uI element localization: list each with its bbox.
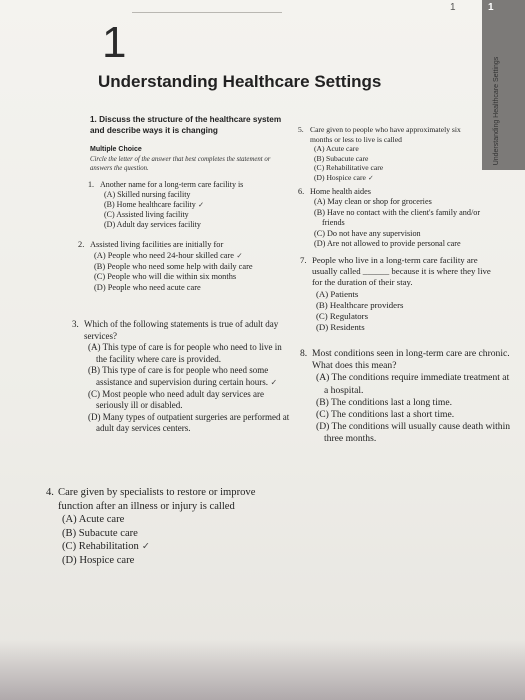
answer-option-text: (B) Have no contact with the client's family and/or friends: [314, 207, 481, 228]
answer-option[interactable]: [316, 300, 500, 311]
question-stem: Care given by specialists to restore or improve function after an illness or injury is called: [58, 487, 256, 512]
question-4: [46, 486, 286, 568]
answer-option[interactable]: [62, 513, 286, 527]
answer-option[interactable]: [88, 365, 292, 388]
answer-option[interactable]: [104, 210, 288, 220]
answer-option[interactable]: [316, 311, 500, 322]
answer-option-text: (B) Subacute care: [314, 153, 369, 163]
checkmark-icon: ✓: [267, 376, 278, 387]
answer-option[interactable]: [88, 342, 292, 365]
answer-option-text: (A) This type of care is for people who need to live in the facility where care is provided.: [88, 342, 282, 364]
answer-option[interactable]: [316, 421, 515, 445]
answer-option[interactable]: [314, 208, 488, 229]
answer-option[interactable]: [88, 412, 292, 435]
side-running-title: Understanding Healthcare Settings: [493, 56, 500, 166]
question-2: [78, 240, 288, 294]
answer-option[interactable]: [314, 239, 488, 249]
checkmark-icon: ✓: [195, 200, 205, 209]
answer-option-text: (A) The conditions require immediate treatment at a hospital.: [316, 372, 510, 396]
answer-option-text: (D) People who need acute care: [94, 283, 201, 293]
answer-option[interactable]: [316, 322, 500, 333]
answer-option-text: (A) Acute care: [62, 514, 125, 526]
answer-option-text: (C) Rehabilitation: [62, 541, 139, 553]
answer-option[interactable]: [314, 144, 478, 154]
answer-option[interactable]: [62, 540, 286, 554]
side-tab-number: 1: [488, 2, 494, 13]
question-1: [88, 180, 288, 230]
answer-option-text: (C) The conditions last a short time.: [316, 409, 455, 421]
top-rule: [132, 12, 282, 13]
chapter-title: Understanding Healthcare Settings: [98, 72, 382, 91]
answer-option-text: (D) Many types of outpatient surgeries are performed at adult day services centers.: [88, 411, 290, 434]
question-number: 2.: [78, 240, 85, 249]
question-3: [72, 319, 292, 435]
answer-option[interactable]: [314, 173, 478, 184]
checkmark-icon: ✓: [365, 173, 374, 182]
question-7: [300, 255, 500, 333]
question-number: 8.: [300, 348, 308, 359]
answer-option[interactable]: [94, 262, 288, 273]
answer-option[interactable]: [316, 409, 515, 421]
page-shadow: [0, 640, 525, 700]
question-number: 3.: [72, 319, 79, 329]
section-heading: Multiple Choice: [90, 146, 142, 153]
answer-option[interactable]: [62, 554, 286, 568]
answer-option[interactable]: [94, 251, 288, 262]
answer-option-text: (C) Do not have any supervision: [314, 228, 421, 238]
question-number: 6.: [298, 187, 305, 196]
answer-option[interactable]: [104, 190, 288, 200]
learning-objective: 1. Discuss the structure of the healthcare system and describe ways it is changing: [90, 115, 282, 135]
answer-option[interactable]: [314, 163, 478, 173]
checkmark-icon: ✓: [138, 541, 150, 553]
question-stem: Which of the following statements is true of adult day services?: [84, 319, 279, 341]
answer-option[interactable]: [104, 220, 288, 230]
answer-option-text: (D) Hospice care: [314, 172, 366, 182]
answer-option[interactable]: [316, 372, 515, 396]
answer-option-text: (D) Adult day services facility: [104, 220, 201, 229]
answer-option[interactable]: [314, 229, 488, 239]
section-instructions: Circle the letter of the answer that best completes the statement or answers the question.: [90, 156, 271, 172]
question-number: 5.: [298, 125, 304, 134]
answer-option-text: (B) Subacute care: [62, 527, 138, 539]
answer-option-text: (A) People who need 24-hour skilled care: [94, 250, 235, 260]
question-number: 1.: [88, 180, 94, 189]
answer-option-text: (D) Residents: [316, 322, 365, 333]
page-number: 1: [450, 2, 456, 13]
question-stem: Another name for a long-term care facility is: [100, 180, 244, 189]
answer-option-text: (A) May clean or shop for groceries: [314, 197, 432, 207]
answer-option-text: (B) This type of care is for people who need some assistance and supervision during certain hours.: [88, 365, 269, 387]
answer-option[interactable]: [62, 527, 286, 541]
answer-option[interactable]: [316, 397, 515, 409]
checkmark-icon: ✓: [234, 250, 243, 260]
question-5: [298, 125, 478, 184]
question-stem: People who live in a long-term care facility are usually called ______ because it is where they live for the duration of their stay.: [312, 255, 491, 288]
answer-option[interactable]: [314, 197, 488, 207]
question-number: 7.: [300, 255, 307, 265]
chapter-number: 1: [102, 18, 127, 67]
question-stem: Home health aides: [310, 187, 371, 196]
answer-option-text: (B) Home healthcare facility: [104, 200, 196, 209]
question-8: [300, 348, 515, 446]
answer-option-text: (C) Rehabilitative care: [314, 163, 384, 173]
answer-option-text: (C) Assisted living facility: [104, 210, 189, 219]
answer-option[interactable]: [94, 283, 288, 294]
answer-option-text: (C) People who will die within six months: [94, 272, 237, 282]
answer-option-text: (A) Acute care: [314, 144, 359, 154]
answer-option[interactable]: [314, 154, 478, 164]
answer-option[interactable]: [316, 289, 500, 300]
question-number: 4.: [46, 487, 54, 498]
answer-option-text: (B) The conditions last a long time.: [316, 396, 452, 408]
answer-option-text: (C) Most people who need adult day services are seriously ill or disabled.: [88, 388, 264, 411]
answer-option-text: (A) Patients: [316, 288, 359, 299]
answer-option[interactable]: [88, 389, 292, 412]
question-6: [298, 187, 488, 249]
answer-option-text: (A) Skilled nursing facility: [104, 190, 191, 199]
answer-option-text: (D) Are not allowed to provide personal care: [314, 239, 461, 249]
question-stem: Assisted living facilities are initially for: [90, 240, 224, 249]
question-stem: Most conditions seen in long-term care are chronic. What does this mean?: [312, 348, 510, 372]
answer-option-text: (D) The conditions will usually cause death within three months.: [316, 421, 511, 445]
answer-option-text: (C) Regulators: [316, 311, 369, 322]
answer-option[interactable]: [94, 272, 288, 283]
answer-option-text: (B) People who need some help with daily care: [94, 261, 253, 271]
answer-option-text: (B) Healthcare providers: [316, 299, 404, 310]
answer-option-text: (D) Hospice care: [62, 554, 135, 566]
question-stem: Care given to people who have approximately six months or less to live is called: [310, 125, 461, 144]
answer-option[interactable]: [104, 200, 288, 210]
